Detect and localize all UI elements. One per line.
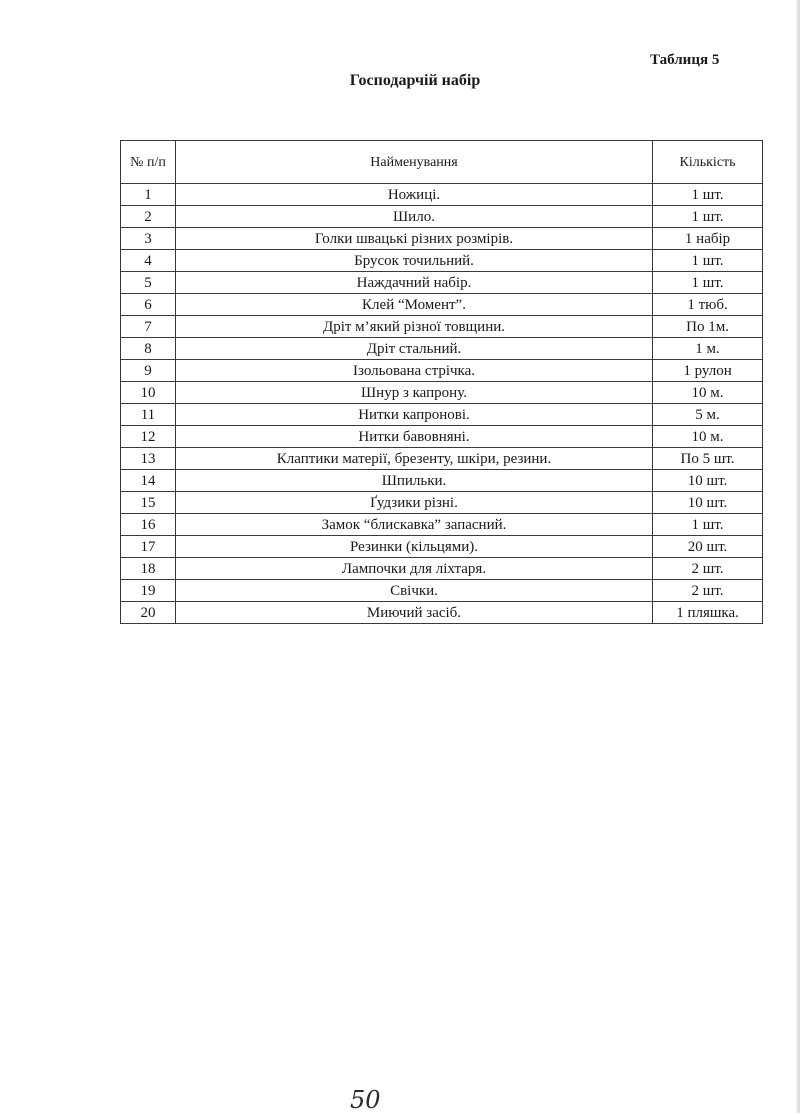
row-number: 1: [121, 184, 176, 206]
row-quantity: 1 шт.: [653, 206, 763, 228]
row-name: Нитки капронові.: [175, 404, 652, 426]
row-quantity: 1 рулон: [653, 360, 763, 382]
row-quantity: 20 шт.: [653, 536, 763, 558]
row-name: Нитки бавовняні.: [175, 426, 652, 448]
table-row: [121, 184, 763, 206]
row-quantity: 1 шт.: [653, 184, 763, 206]
row-name: Ножиці.: [175, 184, 652, 206]
table-row: [121, 470, 763, 492]
row-number: 17: [121, 536, 176, 558]
row-name: Наждачний набір.: [175, 272, 652, 294]
row-number: 8: [121, 338, 176, 360]
row-quantity: 1 набір: [653, 228, 763, 250]
row-number: 9: [121, 360, 176, 382]
row-quantity: 5 м.: [653, 404, 763, 426]
table-row: [121, 448, 763, 470]
row-number: 6: [121, 294, 176, 316]
row-name: Миючий засіб.: [175, 602, 652, 624]
row-quantity: 1 шт.: [653, 272, 763, 294]
row-number: 7: [121, 316, 176, 338]
header-quantity: Кількість: [653, 141, 763, 184]
row-number: 15: [121, 492, 176, 514]
row-quantity: 10 м.: [653, 382, 763, 404]
table-row: [121, 602, 763, 624]
row-name: Брусок точильний.: [175, 250, 652, 272]
row-number: 11: [121, 404, 176, 426]
row-number: 20: [121, 602, 176, 624]
scan-edge: [796, 0, 800, 1113]
table-row: [121, 228, 763, 250]
row-number: 12: [121, 426, 176, 448]
table-row: [121, 206, 763, 228]
header-number: № п/п: [121, 141, 176, 184]
row-quantity: По 5 шт.: [653, 448, 763, 470]
row-quantity: 1 шт.: [653, 514, 763, 536]
row-name: Шнур з капрону.: [175, 382, 652, 404]
header-row: [121, 141, 763, 184]
row-quantity: 2 шт.: [653, 580, 763, 602]
row-number: 3: [121, 228, 176, 250]
table-row: [121, 316, 763, 338]
row-name: Голки швацькі різних розмірів.: [175, 228, 652, 250]
row-number: 2: [121, 206, 176, 228]
row-quantity: 2 шт.: [653, 558, 763, 580]
row-number: 4: [121, 250, 176, 272]
row-number: 13: [121, 448, 176, 470]
row-quantity: 10 м.: [653, 426, 763, 448]
row-number: 16: [121, 514, 176, 536]
row-name: Лампочки для ліхтаря.: [175, 558, 652, 580]
row-quantity: 1 м.: [653, 338, 763, 360]
row-name: Шпильки.: [175, 470, 652, 492]
row-quantity: 10 шт.: [653, 470, 763, 492]
row-name: Клаптики матерії, брезенту, шкіри, резини.: [175, 448, 652, 470]
table-row: [121, 536, 763, 558]
table-row: [121, 382, 763, 404]
table-row: [121, 558, 763, 580]
row-name: Ґудзики різні.: [175, 492, 652, 514]
row-name: Дріт м’який різної товщини.: [175, 316, 652, 338]
row-name: Свічки.: [175, 580, 652, 602]
row-quantity: 10 шт.: [653, 492, 763, 514]
row-quantity: 1 пляшка.: [653, 602, 763, 624]
table-row: [121, 250, 763, 272]
table-row: [121, 294, 763, 316]
row-number: 5: [121, 272, 176, 294]
row-quantity: 1 тюб.: [653, 294, 763, 316]
table-row: [121, 360, 763, 382]
table-row: [121, 426, 763, 448]
row-number: 14: [121, 470, 176, 492]
row-name: Шило.: [175, 206, 652, 228]
table-row: [121, 580, 763, 602]
table-row: [121, 514, 763, 536]
row-quantity: По 1м.: [653, 316, 763, 338]
row-name: Резинки (кільцями).: [175, 536, 652, 558]
table-row: [121, 404, 763, 426]
table-row: [121, 492, 763, 514]
header-name: Найменування: [175, 141, 652, 184]
row-number: 19: [121, 580, 176, 602]
row-number: 18: [121, 558, 176, 580]
table-number: Таблиця 5: [650, 52, 720, 68]
row-number: 10: [121, 382, 176, 404]
inventory-table: [120, 140, 763, 624]
row-quantity: 1 шт.: [653, 250, 763, 272]
table-body: [121, 184, 763, 624]
row-name: Ізольована стрічка.: [175, 360, 652, 382]
table-row: [121, 272, 763, 294]
row-name: Замок “блискавка” запасний.: [175, 514, 652, 536]
table-header: [121, 141, 763, 184]
table-row: [121, 338, 763, 360]
document-title: Господарчій набір: [349, 72, 481, 89]
row-name: Дріт стальний.: [175, 338, 652, 360]
page-number: 50: [350, 1086, 381, 1114]
row-name: Клей “Момент”.: [175, 294, 652, 316]
